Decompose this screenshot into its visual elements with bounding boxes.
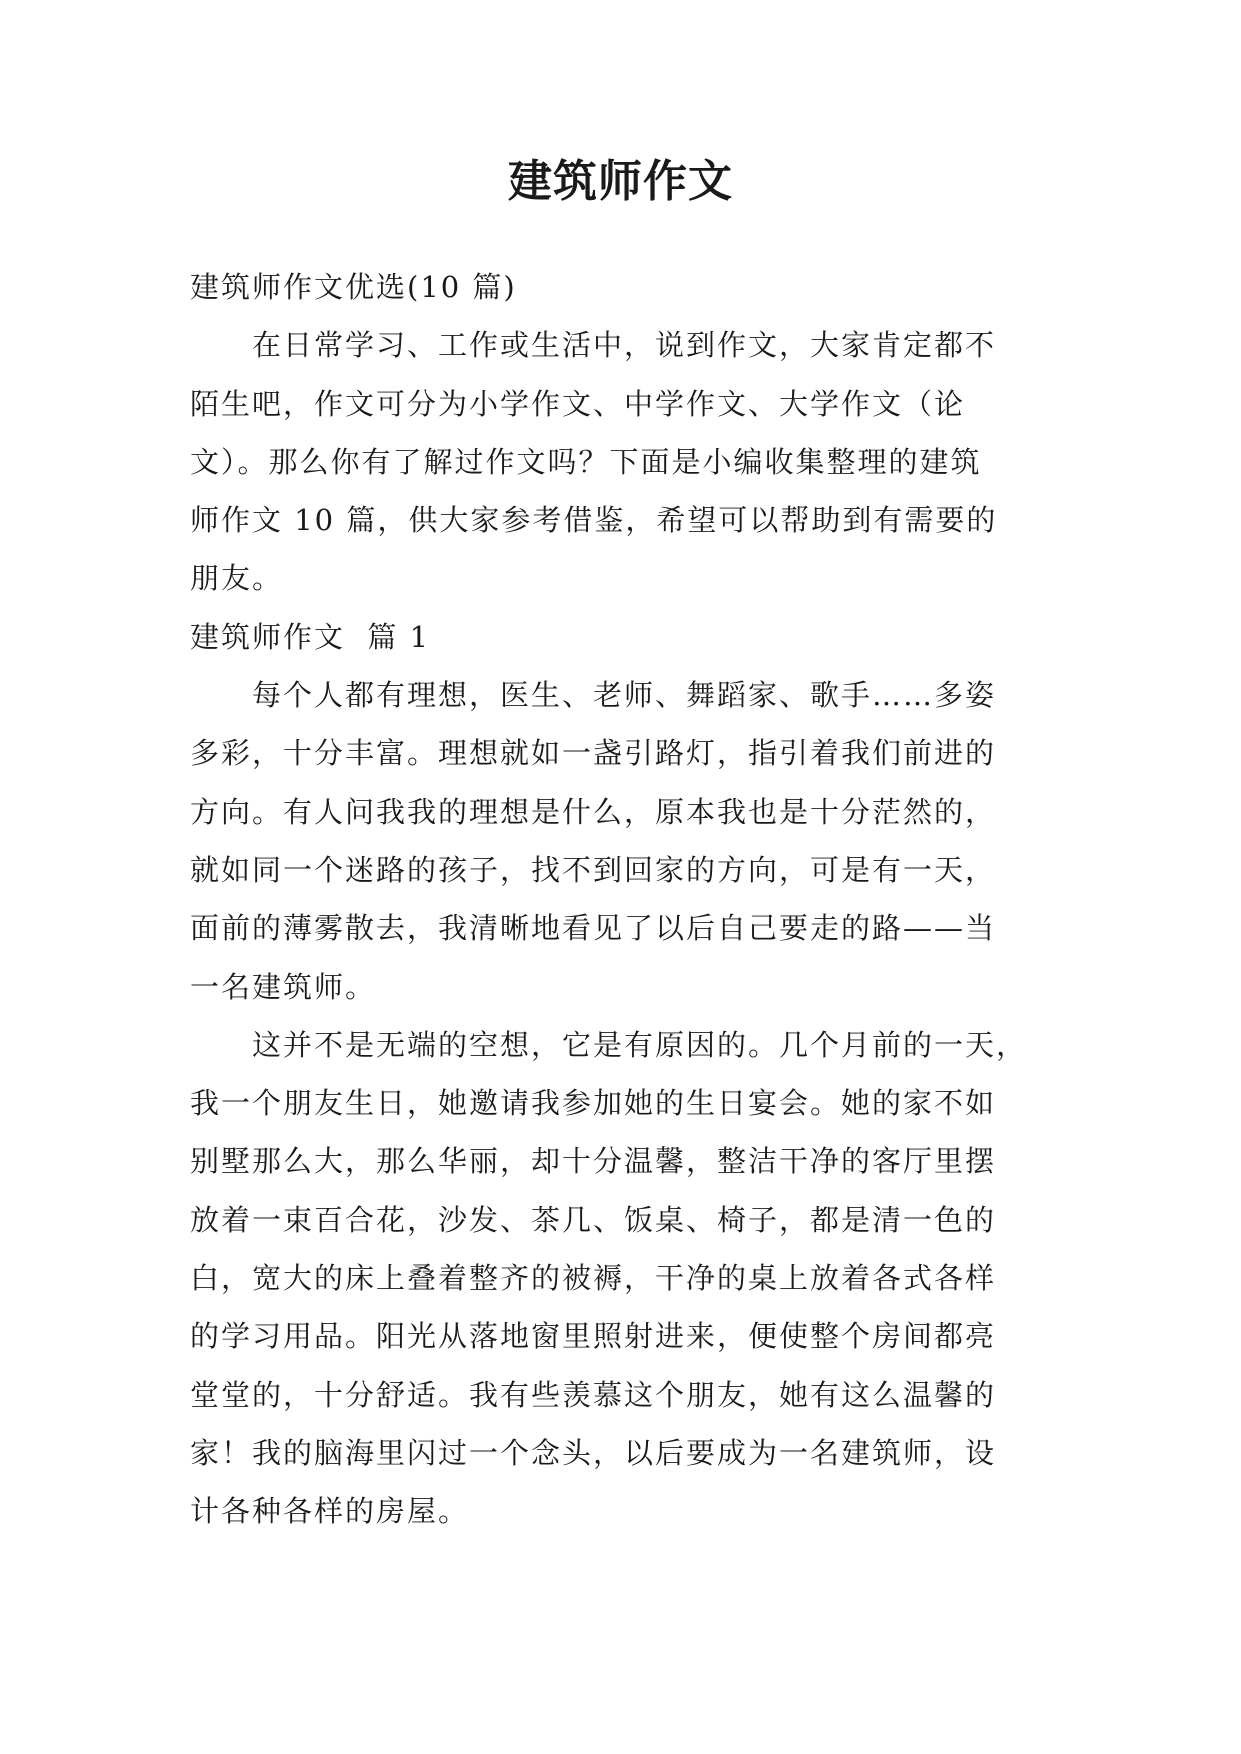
text-line: 别墅那么大，那么华丽，却十分温馨，整洁干净的客厅里摆 <box>190 1144 997 1179</box>
paragraph-2 <box>190 1016 1060 1541</box>
text-line: 这并不是无端的空想，它是有原因的。几个月前的一天， <box>190 1027 1028 1062</box>
section-heading: 建筑师作文 篇 1 <box>190 619 431 654</box>
text-line: 陌生吧，作文可分为小学作文、中学作文、大学作文（论 <box>190 386 966 421</box>
document-body <box>190 258 1060 1541</box>
text-line: 计各种各样的房屋。 <box>190 1494 470 1529</box>
text-line: 堂堂的，十分舒适。我有些羡慕这个朋友，她有这么温馨的 <box>190 1377 997 1412</box>
text-line: 每个人都有理想，医生、老师、舞蹈家、歌手……多姿 <box>190 678 997 713</box>
text-line: 师作文 10 篇，供大家参考借鉴，希望可以帮助到有需要的 <box>190 503 998 538</box>
text-line: 方向。有人问我我的理想是什么，原本我也是十分茫然的， <box>190 794 997 829</box>
text-line: 放着一束百合花，沙发、茶几、饭桌、椅子，都是清一色的 <box>190 1202 997 1237</box>
text-line: 朋友。 <box>190 561 284 596</box>
paragraph-1 <box>190 666 1060 1016</box>
document-title: 建筑师作文 <box>508 156 733 207</box>
text-line: 白，宽大的床上叠着整齐的被褥，干净的桌上放着各式各样 <box>190 1261 997 1296</box>
text-line: 我一个朋友生日，她邀请我参加她的生日宴会。她的家不如 <box>190 1086 997 1121</box>
text-line: 在日常学习、工作或生活中，说到作文，大家肯定都不 <box>190 328 997 363</box>
text-line: 面前的薄雾散去，我清晰地看见了以后自己要走的路——当 <box>190 911 997 946</box>
text-line: 多彩，十分丰富。理想就如一盏引路灯，指引着我们前进的 <box>190 736 997 771</box>
intro-paragraph <box>190 316 1060 607</box>
text-line: 一名建筑师。 <box>190 969 377 1004</box>
collection-subtitle: 建筑师作文优选(10 篇) <box>190 270 517 304</box>
text-line: 家！我的脑海里闪过一个念头，以后要成为一名建筑师，设 <box>190 1435 997 1470</box>
text-line: 就如同一个迷路的孩子，找不到回家的方向，可是有一天， <box>190 852 997 887</box>
text-line: 文）。那么你有了解过作文吗？下面是小编收集整理的建筑 <box>190 444 982 479</box>
text-line: 的学习用品。阳光从落地窗里照射进来，便使整个房间都亮 <box>190 1319 997 1354</box>
